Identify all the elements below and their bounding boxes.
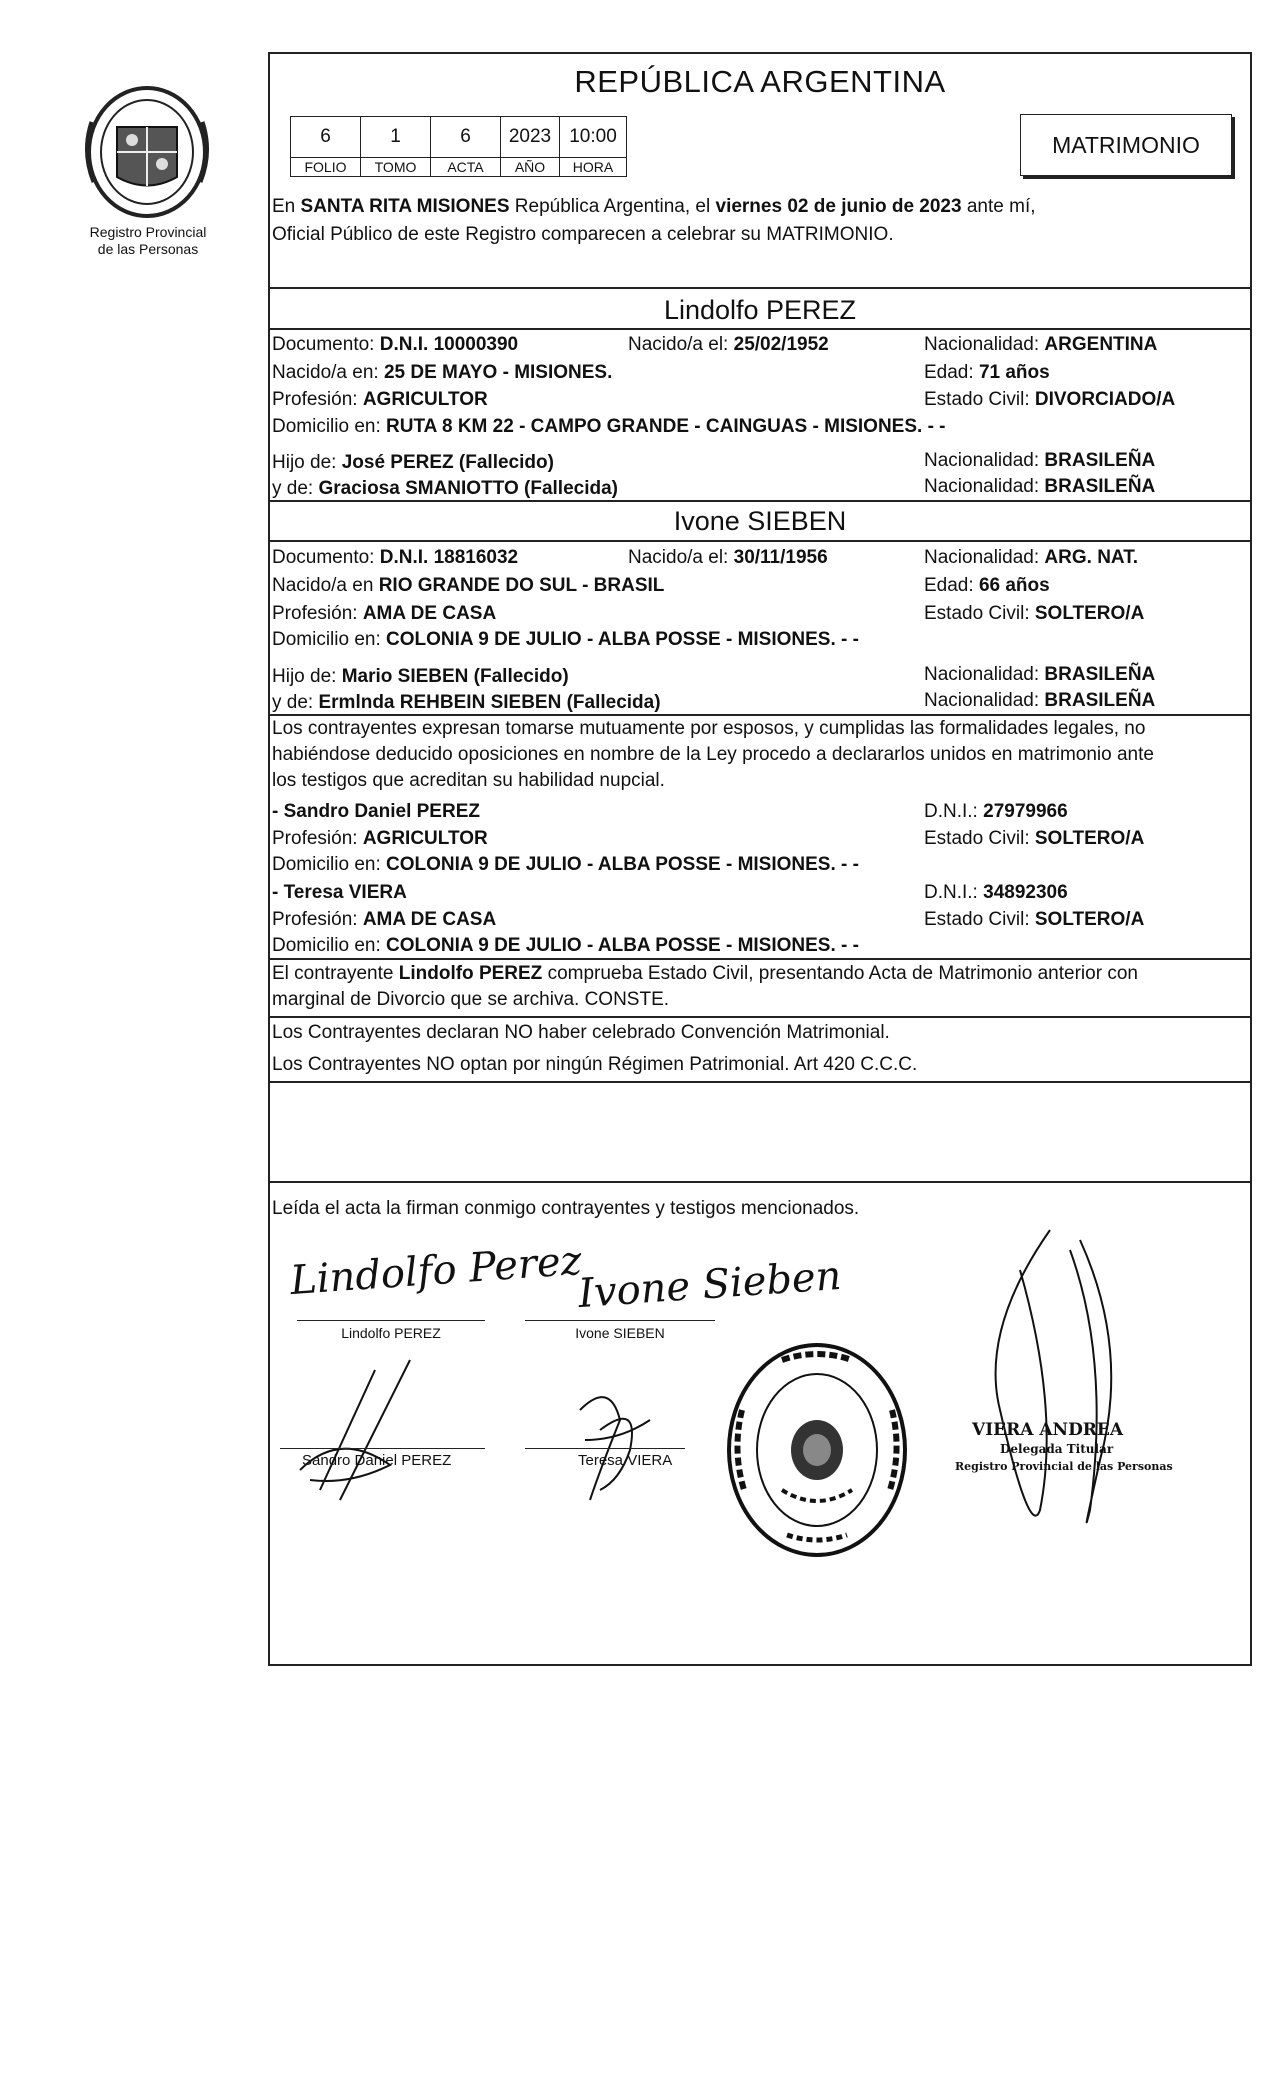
official-title: Delegada Titular xyxy=(1000,1442,1114,1456)
intro-place: SANTA RITA MISIONES xyxy=(300,196,510,217)
spouse1-name: Lindolfo PEREZ xyxy=(663,295,857,325)
witness2-profession: Profesión: AMA DE CASA xyxy=(272,909,497,930)
spouse1-birthdate: Nacido/a el: 25/02/1952 xyxy=(628,334,829,355)
delegation-seal xyxy=(722,1340,912,1560)
divider xyxy=(270,958,1250,960)
signature-line xyxy=(297,1320,485,1321)
registry-table xyxy=(290,116,627,177)
official-registry: Registro Provincial de las Personas xyxy=(955,1460,1173,1473)
signature-lindolfo: Lindolfo Perez xyxy=(288,1237,584,1305)
logo-caption-line2: de las Personas xyxy=(97,241,199,257)
hora-value: 10:00 xyxy=(560,117,627,158)
acta-type-box: MATRIMONIO xyxy=(1020,114,1232,176)
signature-name-lindolfo: Lindolfo PEREZ xyxy=(341,1325,441,1341)
acta-label: ACTA xyxy=(431,158,501,177)
note-line2: marginal de Divorcio que se archiva. CONSTE. xyxy=(272,989,670,1010)
spouse2-document: Documento: D.N.I. 18816032 xyxy=(272,547,519,568)
witness2-address: Domicilio en: COLONIA 9 DE JULIO - ALBA POSSE - MISIONES. - - xyxy=(272,935,859,956)
spouse1-age: Edad: 71 años xyxy=(924,362,1050,383)
witness1-profession: Profesión: AGRICULTOR xyxy=(272,828,488,849)
spouse1-civil-status: Estado Civil: DIVORCIADO/A xyxy=(924,389,1176,410)
witness1-civil-status: Estado Civil: SOLTERO/A xyxy=(924,828,1145,849)
spouse1-father-nationality: Nacionalidad: BRASILEÑA xyxy=(924,450,1156,471)
declaration-line1: Los contrayentes expresan tomarse mutuamente por esposos, y cumplidas las formalidades legales, no xyxy=(272,718,1146,739)
signature-name-teresa: Teresa VIERA xyxy=(578,1452,673,1469)
folio-value: 6 xyxy=(291,117,361,158)
witness2-dni: D.N.I.: 34892306 xyxy=(924,882,1068,903)
signature-name-sandro: Sandro Daniel PEREZ xyxy=(302,1452,452,1469)
divider xyxy=(270,287,1250,289)
divider xyxy=(270,328,1250,330)
spouse1-profession: Profesión: AGRICULTOR xyxy=(272,389,488,410)
declaration-line3: los testigos que acreditan su habilidad nupcial. xyxy=(272,770,665,791)
intro-line1: En SANTA RITA MISIONES República Argentina, el viernes 02 de junio de 2023 ante mí, xyxy=(272,196,1036,217)
signature-ivone: Ivone Sieben xyxy=(576,1252,843,1318)
spouse2-father: Hijo de: Mario SIEBEN (Fallecido) xyxy=(272,666,569,687)
spouse2-civil-status: Estado Civil: SOLTERO/A xyxy=(924,603,1145,624)
document-title: REPÚBLICA ARGENTINA xyxy=(574,64,946,99)
anio-label: AÑO xyxy=(501,158,560,177)
note-line1: El contrayente Lindolfo PEREZ comprueba Estado Civil, presentando Acta de Matrimonio anterior con xyxy=(272,963,1138,984)
spouse2-nationality: Nacionalidad: ARG. NAT. xyxy=(924,547,1139,568)
tomo-label: TOMO xyxy=(361,158,431,177)
hora-label: HORA xyxy=(560,158,627,177)
spouse1-nationality: Nacionalidad: ARGENTINA xyxy=(924,334,1158,355)
spouse2-mother-nationality: Nacionalidad: BRASILEÑA xyxy=(924,690,1156,711)
folio-label: FOLIO xyxy=(291,158,361,177)
spouse1-address: Domicilio en: RUTA 8 KM 22 - CAMPO GRANDE - CAINGUAS - MISIONES. - - xyxy=(272,416,946,437)
tomo-value: 1 xyxy=(361,117,431,158)
spouse1-mother-nationality: Nacionalidad: BRASILEÑA xyxy=(924,476,1156,497)
spouse2-father-nationality: Nacionalidad: BRASILEÑA xyxy=(924,664,1156,685)
witness2-name: - Teresa VIERA xyxy=(272,882,407,903)
spouse2-profession: Profesión: AMA DE CASA xyxy=(272,603,497,624)
signature-teresa-scribble xyxy=(560,1380,680,1520)
divider xyxy=(270,1181,1250,1183)
spouse2-mother: y de: Ermlnda REHBEIN SIEBEN (Fallecida) xyxy=(272,692,661,713)
witness1-address: Domicilio en: COLONIA 9 DE JULIO - ALBA POSSE - MISIONES. - - xyxy=(272,854,859,875)
spouse1-mother: y de: Graciosa SMANIOTTO (Fallecida) xyxy=(272,478,618,499)
convention-line2: Los Contrayentes NO optan por ningún Régimen Patrimonial. Art 420 C.C.C. xyxy=(272,1054,918,1075)
signature-line xyxy=(525,1320,715,1321)
signature-line xyxy=(525,1448,685,1449)
intro-date: viernes 02 de junio de 2023 xyxy=(715,196,962,217)
declaration-line2: habiéndose deducido oposiciones en nombre de la Ley procedo a declararlos unidos en matrimonio ante xyxy=(272,744,1154,765)
signature-name-ivone: Ivone SIEBEN xyxy=(575,1325,665,1341)
anio-value: 2023 xyxy=(501,117,560,158)
convention-line1: Los Contrayentes declaran NO haber celebrado Convención Matrimonial. xyxy=(272,1022,890,1043)
spouse2-age: Edad: 66 años xyxy=(924,575,1050,596)
signature-line xyxy=(280,1448,485,1449)
spouse2-birthdate: Nacido/a el: 30/11/1956 xyxy=(628,547,828,568)
official-signature-scribble xyxy=(960,1210,1160,1570)
divider xyxy=(270,1081,1250,1083)
spouse1-birthplace: Nacido/a en: 25 DE MAYO - MISIONES. xyxy=(272,362,613,383)
spouse1-father: Hijo de: José PEREZ (Fallecido) xyxy=(272,452,554,473)
logo-caption xyxy=(60,224,236,258)
intro-line2: Oficial Público de este Registro comparecen a celebrar su MATRIMONIO. xyxy=(272,224,894,245)
witness1-name: - Sandro Daniel PEREZ xyxy=(272,801,480,822)
witness1-dni: D.N.I.: 27979966 xyxy=(924,801,1068,822)
logo-caption-line1: Registro Provincial xyxy=(89,224,207,240)
closing-text: Leída el acta la firman conmigo contrayentes y testigos mencionados. xyxy=(272,1198,860,1219)
official-name: VIERA ANDREA xyxy=(972,1420,1124,1440)
spouse2-birthplace: Nacido/a en RIO GRANDE DO SUL - BRASIL xyxy=(272,575,665,596)
spouse2-name: Ivone SIEBEN xyxy=(673,506,847,536)
divider xyxy=(270,500,1250,502)
divider xyxy=(270,540,1250,542)
spouse2-address: Domicilio en: COLONIA 9 DE JULIO - ALBA POSSE - MISIONES. - - xyxy=(272,629,859,650)
province-seal-logo xyxy=(72,82,222,222)
acta-value: 6 xyxy=(431,117,501,158)
signature-sandro-scribble xyxy=(280,1350,580,1520)
spouse1-document: Documento: D.N.I. 10000390 xyxy=(272,334,519,355)
divider xyxy=(270,1016,1250,1018)
witness2-civil-status: Estado Civil: SOLTERO/A xyxy=(924,909,1145,930)
